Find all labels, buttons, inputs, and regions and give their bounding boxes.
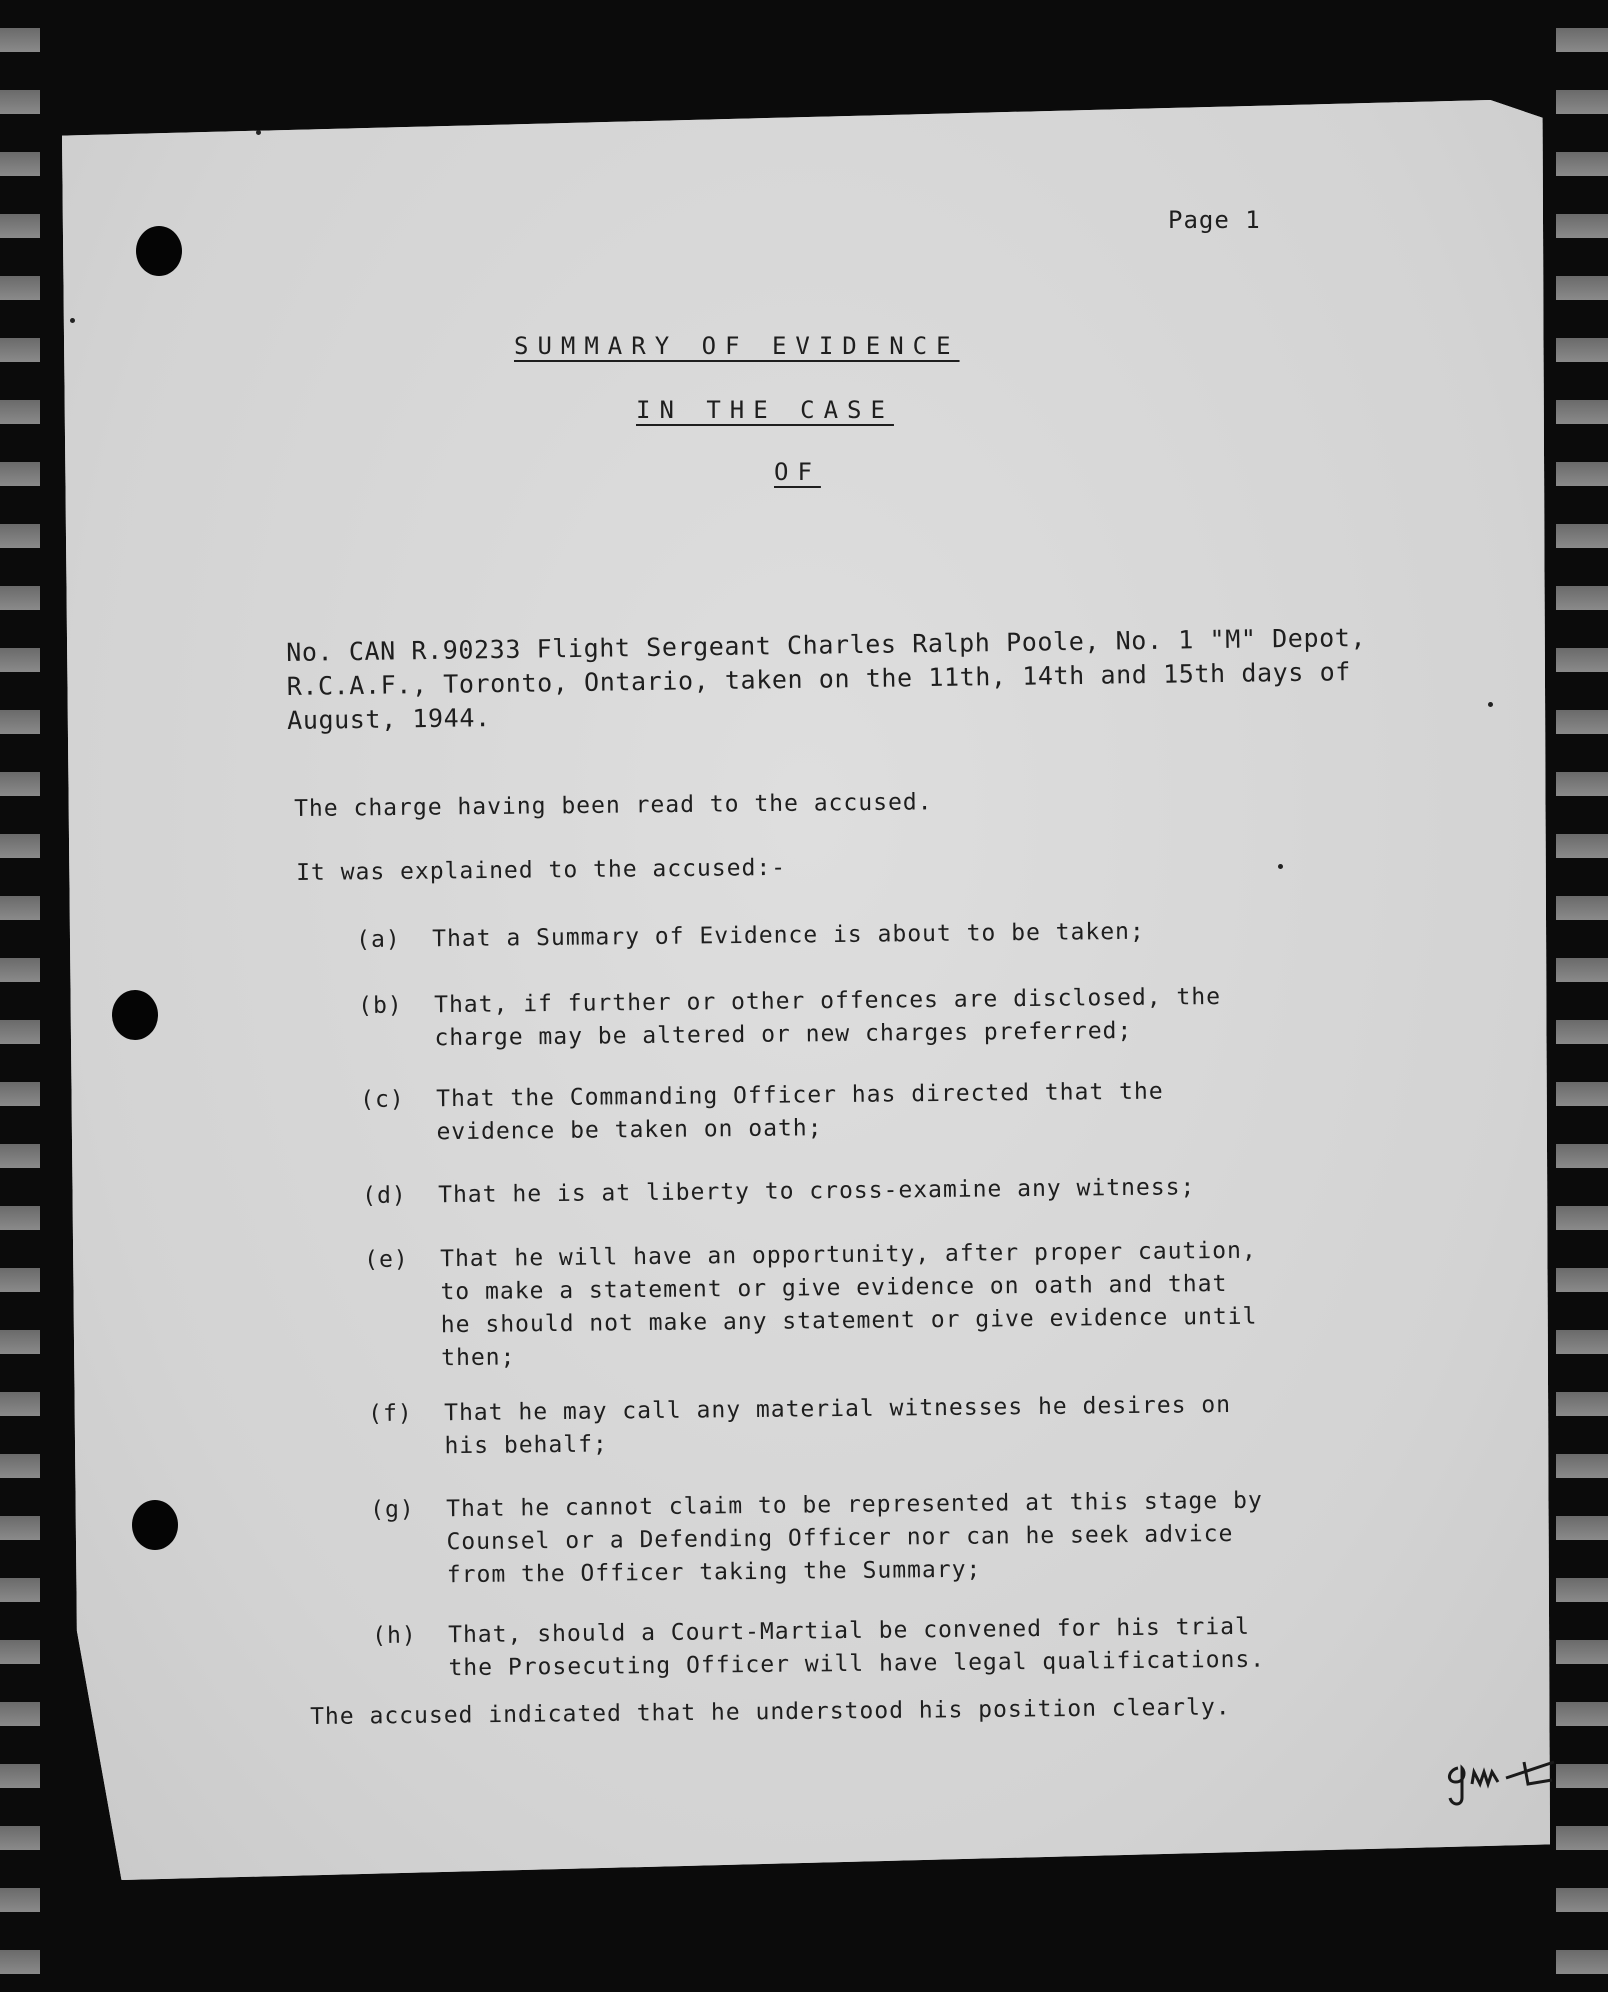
item-line: then; bbox=[441, 1344, 516, 1372]
item-line: That, should a Court-Martial be convened for his trial bbox=[448, 1613, 1251, 1649]
item-label: (f) bbox=[368, 1400, 413, 1427]
item-label: (d) bbox=[362, 1182, 407, 1209]
item-label: (g) bbox=[370, 1496, 415, 1523]
item-line: That he will have an opportunity, after proper caution, bbox=[440, 1237, 1257, 1273]
intro-line: No. CAN R.90233 Flight Sergeant Charles Ralph Poole, No. 1 "M" Depot, bbox=[286, 622, 1367, 667]
item-line: the Prosecuting Officer will have legal qualifications. bbox=[448, 1646, 1266, 1682]
speck bbox=[1488, 702, 1493, 707]
page-number: Page 1 bbox=[1168, 206, 1261, 234]
explained-statement: It was explained to the accused:- bbox=[296, 854, 787, 886]
item-line: Counsel or a Defending Officer nor can he seek advice bbox=[446, 1520, 1234, 1556]
item-line: That he is at liberty to cross-examine any witness; bbox=[438, 1174, 1196, 1209]
speck bbox=[1278, 864, 1283, 869]
speck bbox=[256, 130, 261, 135]
punch-hole-middle bbox=[112, 990, 158, 1040]
item-line: charge may be altered or new charges preferred; bbox=[434, 1017, 1133, 1052]
item-label: (b) bbox=[358, 992, 403, 1019]
title-line-2: IN THE CASE bbox=[636, 396, 894, 424]
film-strip-left bbox=[0, 0, 40, 1992]
title-line-3: OF bbox=[774, 458, 821, 486]
item-line: to make a statement or give evidence on oath and that bbox=[440, 1270, 1228, 1306]
item-line: That, if further or other offences are disclosed, the bbox=[434, 983, 1222, 1019]
title-line-1: SUMMARY OF EVIDENCE bbox=[514, 332, 960, 360]
item-line: That a Summary of Evidence is about to be taken; bbox=[432, 918, 1145, 953]
punch-hole-top bbox=[136, 226, 182, 276]
charge-read-statement: The charge having been read to the accused. bbox=[294, 789, 933, 822]
item-label: (h) bbox=[372, 1622, 417, 1649]
film-strip-right bbox=[1556, 0, 1608, 1992]
item-line: evidence be taken on oath; bbox=[436, 1115, 823, 1146]
item-line: from the Officer taking the Summary; bbox=[446, 1556, 982, 1589]
item-label: (c) bbox=[360, 1086, 405, 1113]
case-intro bbox=[286, 621, 1367, 738]
closing-statement: The accused indicated that he understood his position clearly. bbox=[310, 1694, 1231, 1730]
item-label: (a) bbox=[356, 926, 401, 953]
item-label: (e) bbox=[364, 1246, 409, 1273]
punch-hole-bottom bbox=[132, 1500, 178, 1550]
intro-line: R.C.A.F., Toronto, Ontario, taken on the 11th, 14th and 15th days of bbox=[286, 657, 1352, 701]
handwritten-initials bbox=[1444, 1758, 1564, 1808]
item-line: he should not make any statement or give evidence until bbox=[440, 1303, 1258, 1339]
speck bbox=[70, 318, 75, 323]
item-line: That he cannot claim to be represented at this stage by bbox=[446, 1487, 1263, 1523]
item-line: his behalf; bbox=[444, 1431, 608, 1460]
item-line: That he may call any material witnesses he desires on bbox=[444, 1391, 1232, 1427]
item-line: That the Commanding Officer has directed that the bbox=[436, 1078, 1164, 1113]
intro-line: August, 1944. bbox=[286, 703, 491, 735]
